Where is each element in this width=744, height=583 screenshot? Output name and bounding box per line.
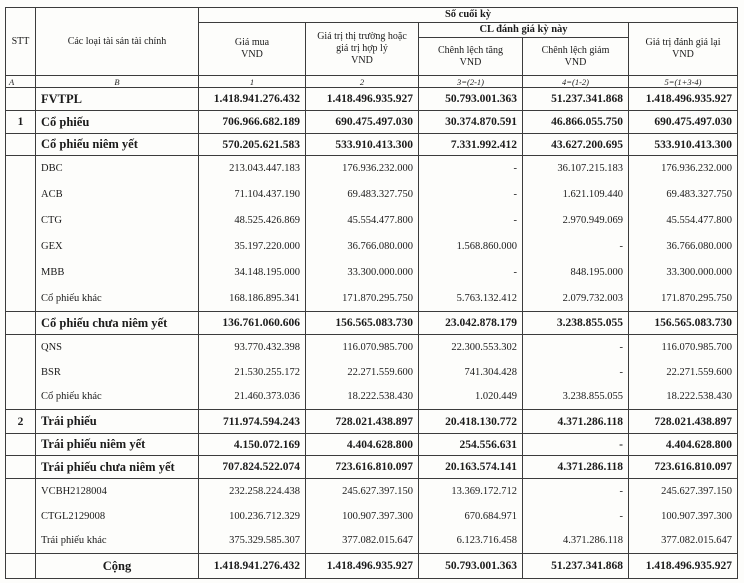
row-stt [6,360,36,385]
cell-purchase-price: 168.186.895.341 [199,286,306,312]
cell-increase: - [419,208,523,234]
header-increase-label: Chênh lệch tăng [438,44,503,56]
row-stt [6,134,36,156]
header-purchase-price [199,23,306,76]
row-name: Cổ phiếu khác [36,286,199,312]
cell-decrease: - [523,234,629,260]
cell-purchase-price: 232.258.224.438 [199,479,306,504]
row-name: CTGL2129008 [36,504,199,529]
cell-revalued: 377.082.015.647 [629,529,738,554]
row-stt [6,335,36,360]
cell-increase: 5.763.132.412 [419,286,523,312]
row-name: Cổ phiếu [36,111,199,134]
cell-revalued: 33.300.000.000 [629,260,738,286]
cell-revalued: 156.565.083.730 [629,312,738,335]
row-name: Cộng [36,554,199,579]
table-row [6,312,738,335]
header-unit: VND [241,49,263,60]
row-name: GEX [36,234,199,260]
row-stt [6,156,36,182]
cell-revalued: 18.222.538.430 [629,385,738,410]
header-unit: VND [351,55,373,66]
cell-purchase-price: 711.974.594.243 [199,410,306,434]
table-row [6,156,738,182]
row-name: ACB [36,182,199,208]
cell-increase: 50.793.001.363 [419,88,523,111]
cell-decrease: 4.371.286.118 [523,456,629,479]
table-row [6,286,738,312]
header-unit: VND [564,56,587,68]
cell-market-value: 1.418.496.935.927 [306,88,419,111]
cell-increase: 23.042.878.179 [419,312,523,335]
cell-market-value: 36.766.080.000 [306,234,419,260]
table-row [6,111,738,134]
cell-revalued: 1.418.496.935.927 [629,88,738,111]
header-revaluation-diff: CL đánh giá kỳ này [419,23,629,38]
cell-increase: 22.300.553.302 [419,335,523,360]
cell-purchase-price: 34.148.195.000 [199,260,306,286]
cell-purchase-price: 136.761.060.606 [199,312,306,335]
cell-increase: 30.374.870.591 [419,111,523,134]
cell-market-value: 176.936.232.000 [306,156,419,182]
cell-revalued: 1.418.496.935.927 [629,554,738,579]
table-row [6,182,738,208]
row-name: Cổ phiếu chưa niêm yết [36,312,199,335]
cell-purchase-price: 1.418.941.276.432 [199,88,306,111]
row-name: FVTPL [36,88,199,111]
row-name: MBB [36,260,199,286]
cell-decrease: 1.621.109.440 [523,182,629,208]
cell-decrease: 51.237.341.868 [523,88,629,111]
cell-increase: 670.684.971 [419,504,523,529]
cell-market-value: 100.907.397.300 [306,504,419,529]
header-decrease-label: Chênh lệch giảm [541,44,610,56]
cell-purchase-price: 570.205.621.583 [199,134,306,156]
row-stt [6,260,36,286]
cell-purchase-price: 707.824.522.074 [199,456,306,479]
row-stt [6,182,36,208]
row-name: Cổ phiếu khác [36,385,199,410]
cell-decrease: - [523,504,629,529]
row-name: QNS [36,335,199,360]
table-row [6,335,738,360]
cell-decrease: - [523,479,629,504]
cell-purchase-price: 4.150.072.169 [199,434,306,456]
row-name: Trái phiếu niêm yết [36,434,199,456]
index-cell: 5=(1+3-4) [629,76,738,88]
cell-increase: 20.163.574.141 [419,456,523,479]
table-body [6,88,738,579]
cell-purchase-price: 1.418.941.276.432 [199,554,306,579]
cell-revalued: 533.910.413.300 [629,134,738,156]
cell-increase: 1.568.860.000 [419,234,523,260]
cell-market-value: 690.475.497.030 [306,111,419,134]
cell-decrease: 4.371.286.118 [523,529,629,554]
row-stt [6,554,36,579]
table-row [6,554,738,579]
cell-purchase-price: 21.460.373.036 [199,385,306,410]
cell-decrease: - [523,335,629,360]
header-decrease [523,38,629,76]
cell-decrease: 848.195.000 [523,260,629,286]
cell-decrease: 2.970.949.069 [523,208,629,234]
row-name: Trái phiếu chưa niêm yết [36,456,199,479]
cell-purchase-price: 35.197.220.000 [199,234,306,260]
table-row [6,234,738,260]
cell-revalued: 36.766.080.000 [629,234,738,260]
cell-revalued: 69.483.327.750 [629,182,738,208]
index-cell: 3=(2-1) [419,76,523,88]
cell-market-value: 69.483.327.750 [306,182,419,208]
cell-decrease: 46.866.055.750 [523,111,629,134]
cell-purchase-price: 706.966.682.189 [199,111,306,134]
cell-revalued: 728.021.438.897 [629,410,738,434]
header-period-end: Số cuối kỳ [199,8,738,23]
cell-increase: - [419,260,523,286]
header-unit: VND [672,49,694,60]
row-stt: 1 [6,111,36,134]
row-name: Trái phiếu khác [36,529,199,554]
cell-decrease: 2.079.732.003 [523,286,629,312]
header-asset-type: Các loại tài sản tài chính [36,8,199,76]
cell-purchase-price: 213.043.447.183 [199,156,306,182]
cell-decrease: 4.371.286.118 [523,410,629,434]
index-cell: 2 [306,76,419,88]
cell-increase: 13.369.172.712 [419,479,523,504]
row-name: BSR [36,360,199,385]
cell-market-value: 45.554.477.800 [306,208,419,234]
cell-market-value: 156.565.083.730 [306,312,419,335]
row-name: DBC [36,156,199,182]
header-market-value-label: Giá trị thị trường hoặc giá trị hợp lý [317,31,407,54]
table-row [6,479,738,504]
cell-decrease: - [523,434,629,456]
cell-increase: 50.793.001.363 [419,554,523,579]
table-row [6,456,738,479]
cell-purchase-price: 21.530.255.172 [199,360,306,385]
cell-market-value: 171.870.295.750 [306,286,419,312]
row-name: Cổ phiếu niêm yết [36,134,199,156]
index-cell: A [6,76,36,88]
cell-increase: 1.020.449 [419,385,523,410]
row-name: Trái phiếu [36,410,199,434]
cell-revalued: 176.936.232.000 [629,156,738,182]
cell-decrease: 43.627.200.695 [523,134,629,156]
row-name: VCBH2128004 [36,479,199,504]
cell-revalued: 245.627.397.150 [629,479,738,504]
cell-increase: - [419,156,523,182]
cell-increase: 7.331.992.412 [419,134,523,156]
cell-market-value: 728.021.438.897 [306,410,419,434]
cell-increase: 6.123.716.458 [419,529,523,554]
cell-market-value: 723.616.810.097 [306,456,419,479]
cell-revalued: 100.907.397.300 [629,504,738,529]
cell-purchase-price: 48.525.426.869 [199,208,306,234]
cell-purchase-price: 93.770.432.398 [199,335,306,360]
cell-market-value: 377.082.015.647 [306,529,419,554]
header-revalued [629,23,738,76]
index-cell: 1 [199,76,306,88]
cell-market-value: 533.910.413.300 [306,134,419,156]
cell-market-value: 18.222.538.430 [306,385,419,410]
row-stt [6,208,36,234]
cell-decrease: 3.238.855.055 [523,385,629,410]
row-stt [6,504,36,529]
table-row [6,529,738,554]
row-stt [6,529,36,554]
table-row [6,360,738,385]
header-stt: STT [6,8,36,76]
table-row [6,208,738,234]
row-stt [6,234,36,260]
index-cell: B [36,76,199,88]
header-revalued-label: Giá trị đánh giá lại [645,37,721,48]
table-row [6,434,738,456]
cell-decrease: 51.237.341.868 [523,554,629,579]
header-increase [419,38,523,76]
table-row [6,504,738,529]
cell-decrease: 36.107.215.183 [523,156,629,182]
table-row [6,88,738,111]
table-row [6,410,738,434]
row-stt [6,88,36,111]
cell-revalued: 690.475.497.030 [629,111,738,134]
table-row [6,134,738,156]
row-stt: 2 [6,410,36,434]
column-index-row [6,76,738,88]
cell-market-value: 1.418.496.935.927 [306,554,419,579]
cell-revalued: 116.070.985.700 [629,335,738,360]
cell-revalued: 4.404.628.800 [629,434,738,456]
row-stt [6,434,36,456]
cell-increase: 254.556.631 [419,434,523,456]
row-stt [6,456,36,479]
cell-decrease: 3.238.855.055 [523,312,629,335]
row-stt [6,385,36,410]
cell-purchase-price: 375.329.585.307 [199,529,306,554]
cell-revalued: 22.271.559.600 [629,360,738,385]
cell-increase: 741.304.428 [419,360,523,385]
cell-increase: - [419,182,523,208]
cell-increase: 20.418.130.772 [419,410,523,434]
cell-market-value: 22.271.559.600 [306,360,419,385]
header-unit: VND [459,56,482,68]
cell-purchase-price: 100.236.712.329 [199,504,306,529]
header-purchase-price-label: Giá mua [234,37,270,48]
cell-revalued: 45.554.477.800 [629,208,738,234]
cell-purchase-price: 71.104.437.190 [199,182,306,208]
table-row [6,385,738,410]
cell-revalued: 723.616.810.097 [629,456,738,479]
table-header [6,8,738,88]
row-stt [6,312,36,335]
row-stt [6,479,36,504]
cell-market-value: 116.070.985.700 [306,335,419,360]
table-row [6,260,738,286]
cell-market-value: 245.627.397.150 [306,479,419,504]
cell-decrease: - [523,360,629,385]
cell-market-value: 33.300.000.000 [306,260,419,286]
cell-revalued: 171.870.295.750 [629,286,738,312]
financial-assets-table [5,7,738,579]
header-market-value [306,23,419,76]
index-cell: 4=(1-2) [523,76,629,88]
row-name: CTG [36,208,199,234]
cell-market-value: 4.404.628.800 [306,434,419,456]
row-stt [6,286,36,312]
